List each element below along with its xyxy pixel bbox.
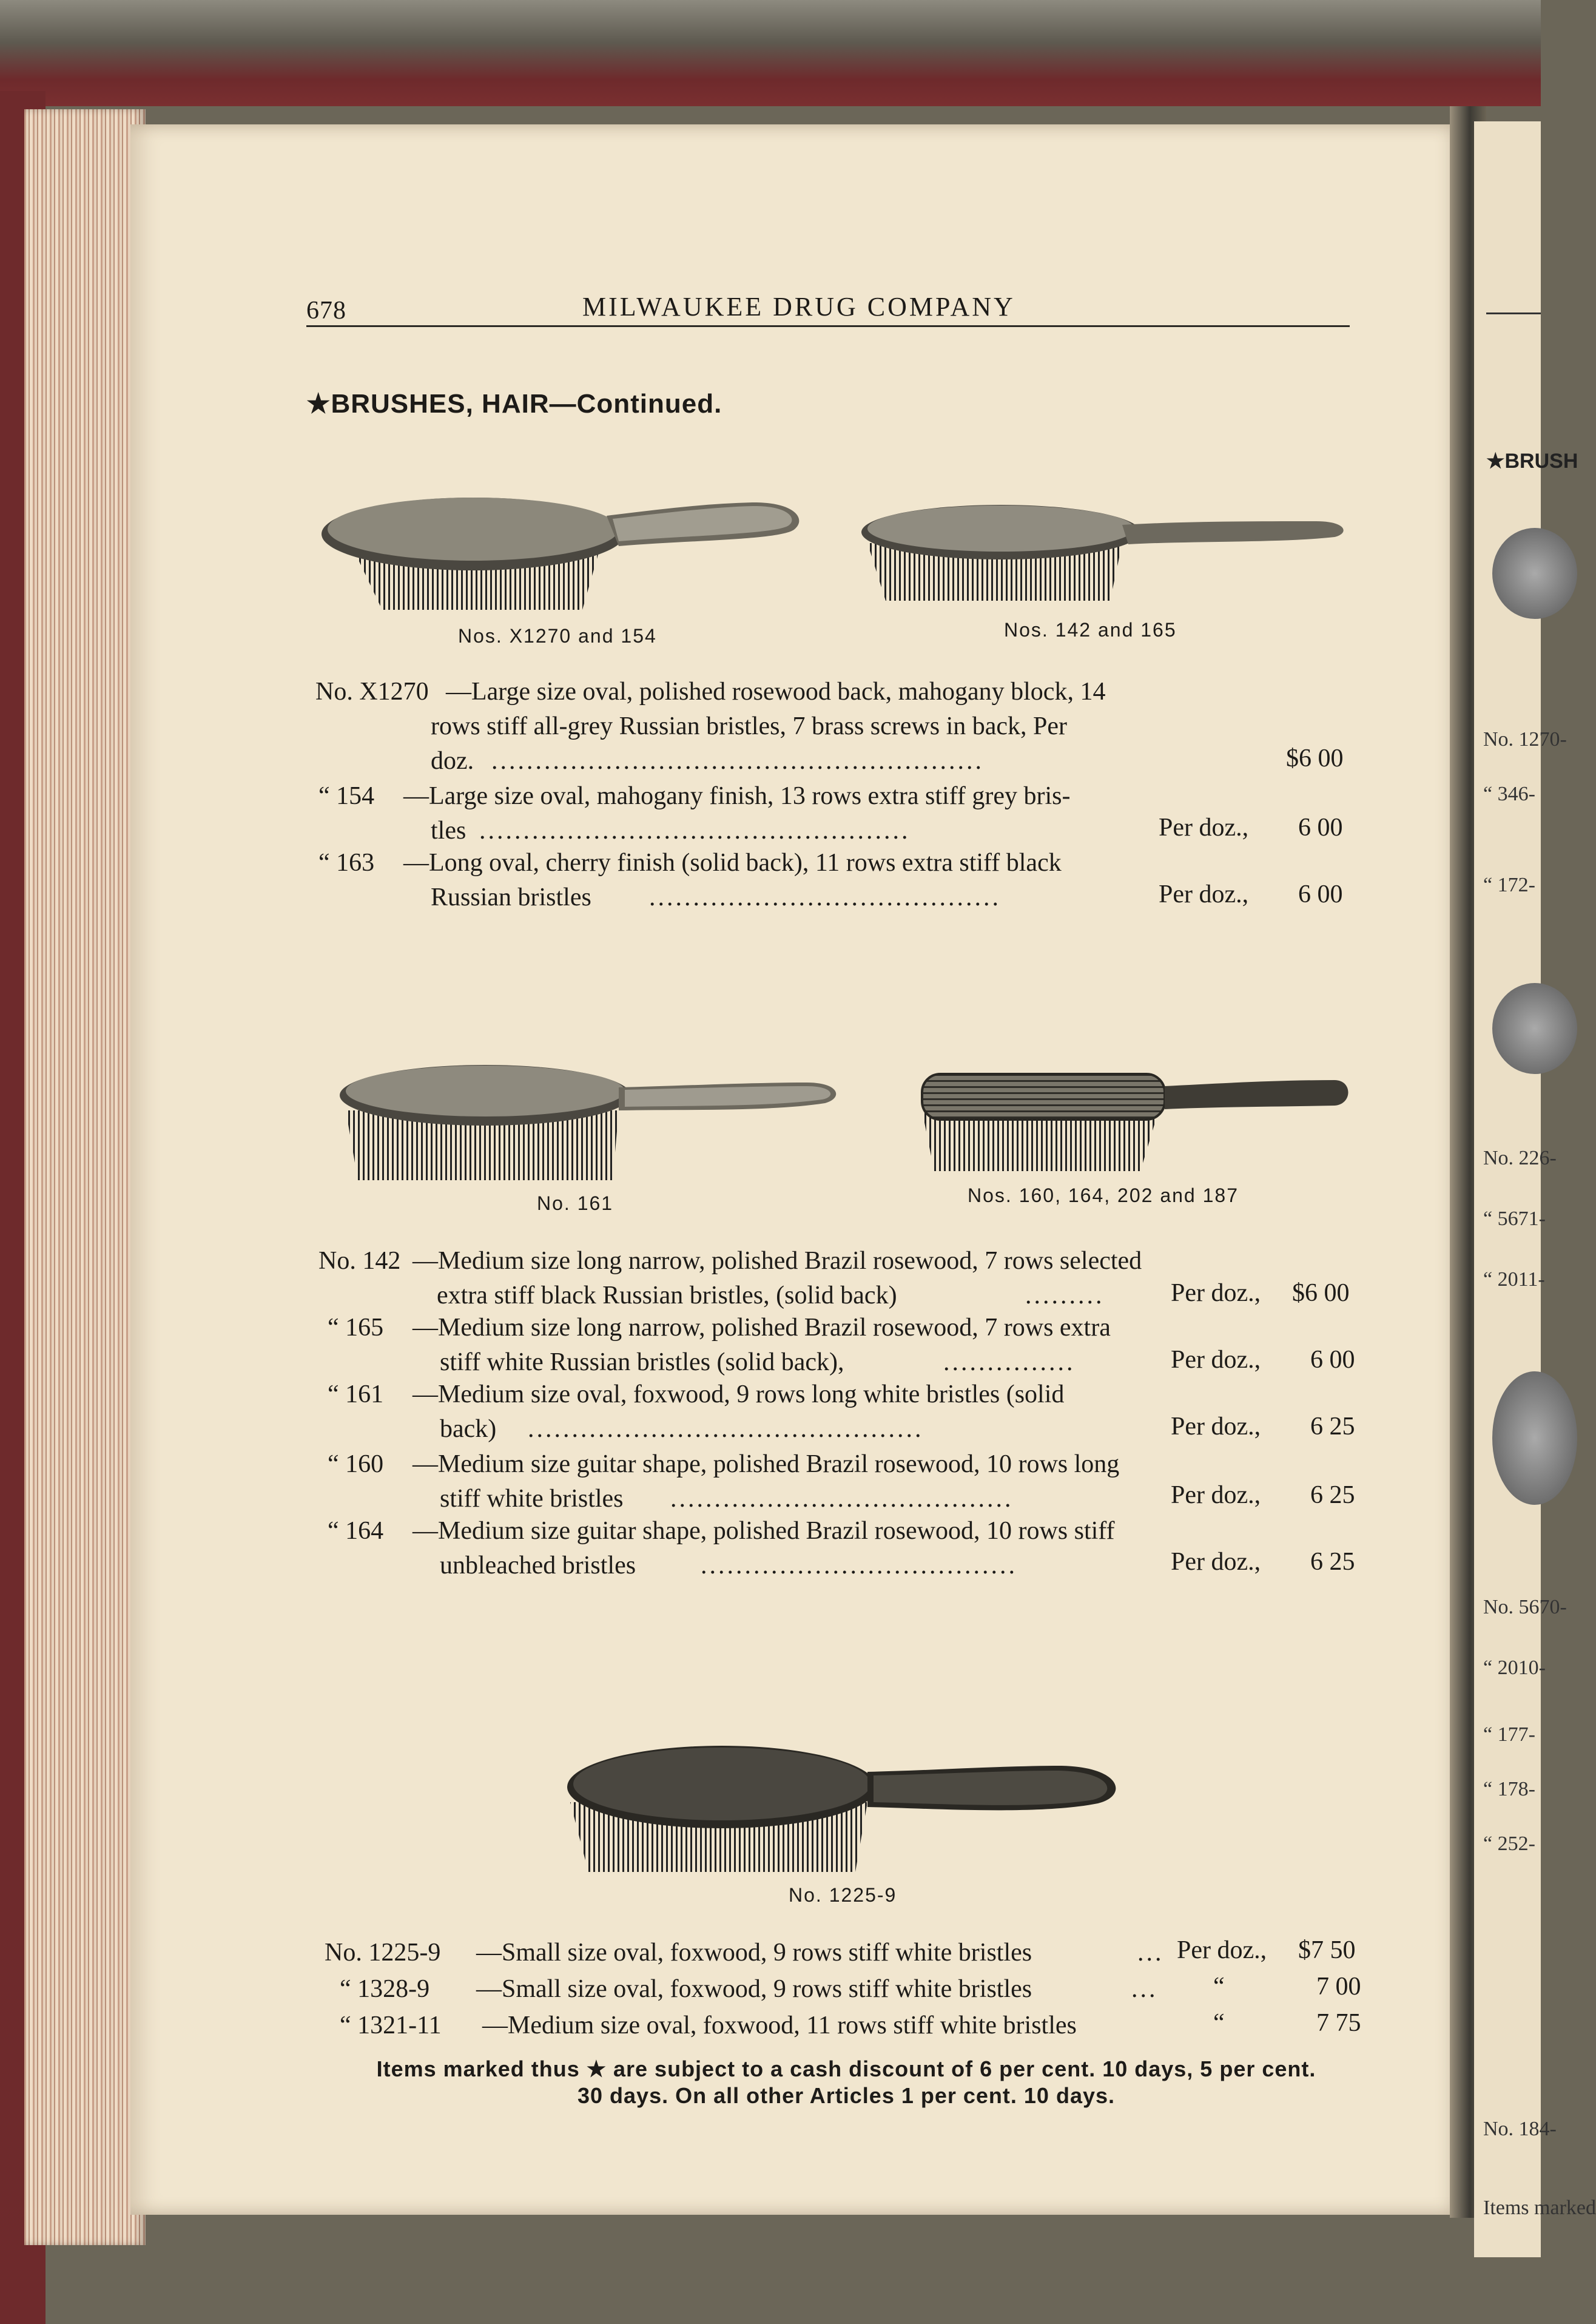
item-description: —Small size oval, foxwood, 9 rows stiff white bristles <box>476 1975 1032 2003</box>
item-price: $6 00 <box>1292 1279 1350 1307</box>
item-description: —Medium size guitar shape, polished Brazil rosewood, 10 rows long <box>412 1450 1120 1478</box>
facing-line: “ 172- <box>1483 874 1535 896</box>
discount-note <box>315 2056 1377 2109</box>
item-description: —Medium size long narrow, polished Brazil rosewood, 7 rows extra <box>412 1314 1111 1342</box>
item-description: back) <box>440 1415 497 1443</box>
item-number: “ 1321-11 <box>340 2012 442 2039</box>
item-price: 6 00 <box>1310 1346 1355 1374</box>
item-description: —Medium size guitar shape, polished Brazil rosewood, 10 rows stiff <box>412 1517 1115 1545</box>
entry-142: No. 142 —Medium size long narrow, polished Brazil rosewood, 7 rows selected extra stiff black Russian bristles, (solid back) ......... <box>318 1244 1374 1317</box>
item-unit: Per doz., <box>1171 1548 1261 1576</box>
caption-142-165: Nos. 142 and 165 <box>1004 619 1177 641</box>
item-description: unbleached bristles <box>440 1552 636 1579</box>
item-number: “ 160 <box>328 1450 384 1478</box>
facing-line: No. 184- <box>1483 2118 1557 2140</box>
item-description: stiff white bristles <box>440 1485 624 1513</box>
facing-line: “ 177- <box>1483 1723 1535 1746</box>
item-unit: Per doz., <box>1159 880 1249 908</box>
item-number: No. 142 <box>318 1247 401 1275</box>
entry-154: “ 154 —Large size oval, mahogany finish, 13 rows extra stiff grey bris- tles ................................................. <box>318 779 1374 852</box>
item-description: rows stiff all-grey Russian bristles, 7 brass screws in back, Per <box>431 712 1068 740</box>
item-unit: Per doz., <box>1171 1481 1261 1509</box>
caption-1225: No. 1225-9 <box>789 1884 897 1906</box>
entry-164: “ 164 —Medium size guitar shape, polished Brazil rosewood, 10 rows stiff unbleached bristles .................................... <box>328 1514 1383 1587</box>
caption-x1270-154: Nos. X1270 and 154 <box>458 625 657 647</box>
item-number: “ 154 <box>318 782 375 810</box>
item-description: doz. <box>431 747 474 775</box>
item-unit: “ <box>1213 2009 1225 2037</box>
item-number: No. X1270 <box>315 678 429 706</box>
entry-161: “ 161 —Medium size oval, foxwood, 9 rows long white bristles (solid back) ............................................. <box>328 1377 1383 1450</box>
item-description: —Long oval, cherry finish (solid back), 11 rows extra stiff black <box>403 849 1062 877</box>
caption-161: No. 161 <box>537 1192 614 1214</box>
item-description: —Medium size oval, foxwood, 11 rows stiff white bristles <box>482 2012 1077 2039</box>
item-unit: “ <box>1213 1973 1225 2001</box>
facing-line: No. 226- <box>1483 1147 1557 1169</box>
brush-illustration-x1270 <box>315 485 813 619</box>
item-price: $6 00 <box>1286 745 1344 772</box>
item-price: 6 00 <box>1298 814 1343 842</box>
facing-line: “ 346- <box>1483 783 1535 805</box>
item-unit: Per doz., <box>1171 1279 1261 1307</box>
facing-line: Items marked <box>1483 2197 1596 2219</box>
entry-160: “ 160 —Medium size guitar shape, polished Brazil rosewood, 10 rows long stiff white bristles ....................................... <box>328 1447 1383 1520</box>
entry-1225: No. 1225-9 —Small size oval, foxwood, 9 rows stiff white bristles ... <box>325 1936 1356 1972</box>
item-description: —Small size oval, foxwood, 9 rows stiff white bristles <box>476 1939 1032 1967</box>
item-description: —Large size oval, polished rosewood back, mahogany block, 14 <box>446 678 1106 706</box>
item-price: 6 25 <box>1310 1413 1355 1441</box>
item-number: “ 163 <box>318 849 375 877</box>
item-description: —Medium size oval, foxwood, 9 rows long white bristles (solid <box>412 1380 1065 1408</box>
discount-note-line2: 30 days. On all other Articles 1 per cent. 10 days. <box>577 2083 1116 2108</box>
brush-illustration-142 <box>855 495 1353 610</box>
item-unit: Per doz., <box>1159 814 1249 842</box>
item-number: “ 164 <box>328 1517 384 1545</box>
item-description: stiff white Russian bristles (solid back), <box>440 1348 844 1376</box>
item-unit: Per doz., <box>1171 1413 1261 1441</box>
item-unit: Per doz., <box>1171 1346 1261 1374</box>
item-description: —Medium size long narrow, polished Brazil rosewood, 7 rows selected <box>412 1247 1142 1275</box>
entry-1328: “ 1328-9 —Small size oval, foxwood, 9 rows stiff white bristles ... <box>340 1972 1371 2008</box>
brush-illustration-160 <box>910 1062 1359 1183</box>
item-number: “ 1328-9 <box>340 1975 430 2003</box>
caption-160-164: Nos. 160, 164, 202 and 187 <box>968 1184 1239 1206</box>
item-description: extra stiff black Russian bristles, (solid back) <box>437 1282 897 1309</box>
header-rule <box>306 325 1350 327</box>
facing-line: “ 2010- <box>1483 1657 1546 1679</box>
item-unit: Per doz., <box>1177 1936 1267 1964</box>
section-title: ★BRUSHES, HAIR—Continued. <box>306 389 722 419</box>
brush-illustration-161 <box>334 1056 849 1189</box>
item-description: —Large size oval, mahogany finish, 13 rows extra stiff grey bris- <box>403 782 1071 810</box>
brush-illustration-1225 <box>564 1735 1128 1887</box>
item-price: 6 00 <box>1298 880 1343 908</box>
item-price: 6 25 <box>1310 1548 1355 1576</box>
item-price: 7 75 <box>1316 2009 1361 2037</box>
facing-line: “ 2011- <box>1483 1268 1545 1291</box>
discount-note-line1: Items marked thus ★ are subject to a cash discount of 6 per cent. 10 days, 5 per cent. <box>376 2056 1316 2081</box>
entry-163: “ 163 —Long oval, cherry finish (solid back), 11 rows extra stiff black Russian bristles ........................................ <box>318 846 1374 919</box>
facing-line: “ 5671- <box>1483 1208 1546 1230</box>
facing-page-heading: ★BRUSH <box>1486 450 1578 473</box>
item-price: 7 00 <box>1316 1973 1361 2001</box>
facing-line: “ 178- <box>1483 1778 1535 1800</box>
page-number: 678 <box>306 297 346 325</box>
item-number: No. 1225-9 <box>325 1939 441 1967</box>
entry-165: “ 165 —Medium size long narrow, polished Brazil rosewood, 7 rows extra stiff white Russian bristles (solid back), ............... <box>328 1311 1383 1383</box>
item-description: Russian bristles <box>431 883 591 911</box>
item-number: “ 161 <box>328 1380 384 1408</box>
item-description: tles <box>431 817 466 845</box>
item-price: 6 25 <box>1310 1481 1355 1509</box>
facing-line: No. 1270- <box>1483 728 1567 751</box>
running-head: MILWAUKEE DRUG COMPANY <box>582 292 1015 322</box>
facing-line: “ 252- <box>1483 1833 1535 1855</box>
facing-line: No. 5670- <box>1483 1596 1567 1618</box>
entry-x1270: No. X1270 —Large size oval, polished rosewood back, mahogany block, 14 rows stiff all-grey Russian bristles, 7 brass screws in back, Per doz. ........................................................ <box>315 675 1371 784</box>
item-price: $7 50 <box>1298 1936 1356 1964</box>
item-number: “ 165 <box>328 1314 384 1342</box>
